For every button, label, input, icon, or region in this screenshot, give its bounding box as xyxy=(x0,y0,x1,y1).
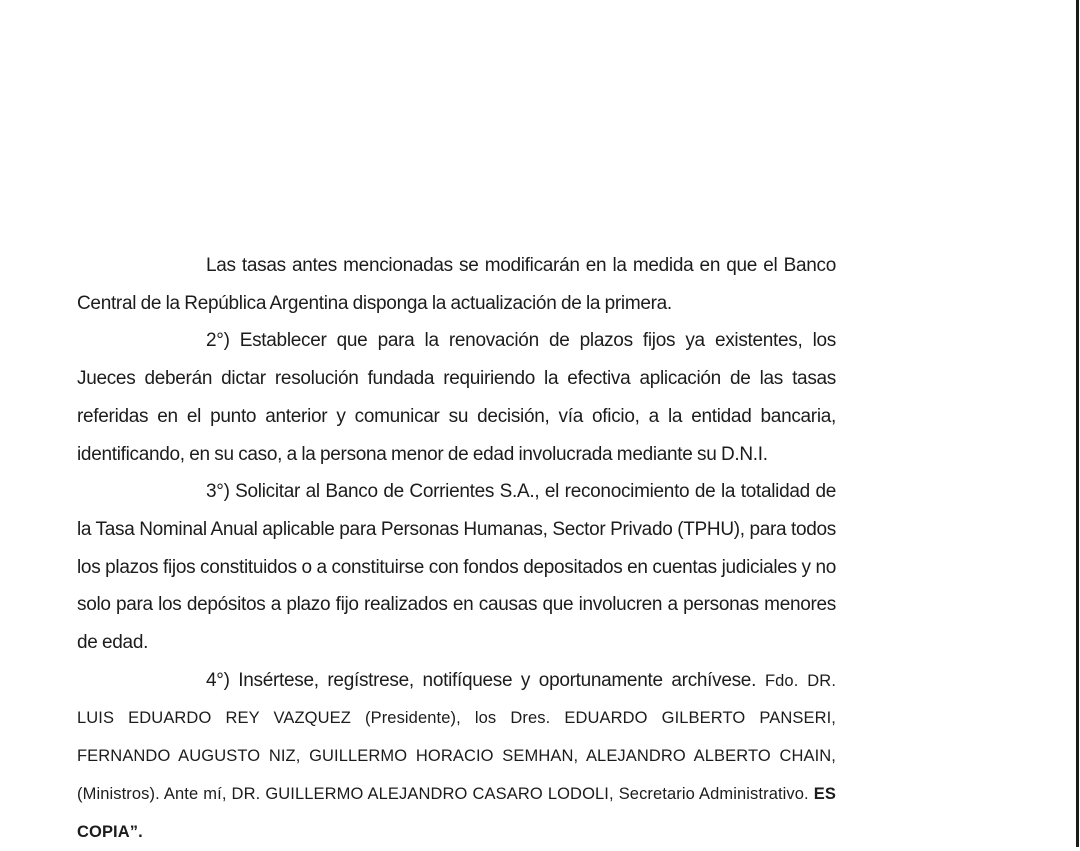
article-4-text: 4°) Insértese, regístrese, notifíquese y oportunamente archívese. xyxy=(206,669,757,691)
copy-mark: ES COPIA”. xyxy=(77,784,836,841)
document-body xyxy=(77,247,836,851)
paragraph-article-2: 2°) Establecer que para la renovación de plazos fijos ya existentes, los Jueces deberán dictar resolución fundada requiriendo la efectiva aplicación de las tasas referidas en el punto anterior y comunicar su decisión, vía oficio, a la entidad bancaria, identificando, en su caso, a la persona menor de edad involucrada mediante su D.N.I. xyxy=(77,330,836,465)
page-edge-line xyxy=(1076,0,1079,847)
paragraph-article-4-closing xyxy=(77,662,836,851)
paragraph-article-3: 3°) Solicitar al Banco de Corrientes S.A., el reconocimiento de la totalidad de la Tasa Nominal Anual aplicable para Personas Humanas, Sector Privado (TPHU), para todos los plazos fijos constituidos o a constituirse con fondos depositados en cuentas judiciales y no solo para los depósitos a plazo fijo realizados en causas que involucren a personas menores de edad. xyxy=(77,481,836,654)
signatures-text: Fdo. DR. LUIS EDUARDO REY VAZQUEZ (Presidente), los Dres. EDUARDO GILBERTO PANSERI, FERNANDO AUGUSTO NIZ, GUILLERMO HORACIO SEMHAN, ALEJANDRO ALBERTO CHAIN, (Ministros). Ante mí, DR. GUILLERMO ALEJANDRO CASARO LODOLI, Secretario Administrativo. xyxy=(77,671,836,803)
paragraph-rates-modification: Las tasas antes mencionadas se modificarán en la medida en que el Banco Central de la República Argentina disponga la actualización de la primera. xyxy=(77,255,836,314)
